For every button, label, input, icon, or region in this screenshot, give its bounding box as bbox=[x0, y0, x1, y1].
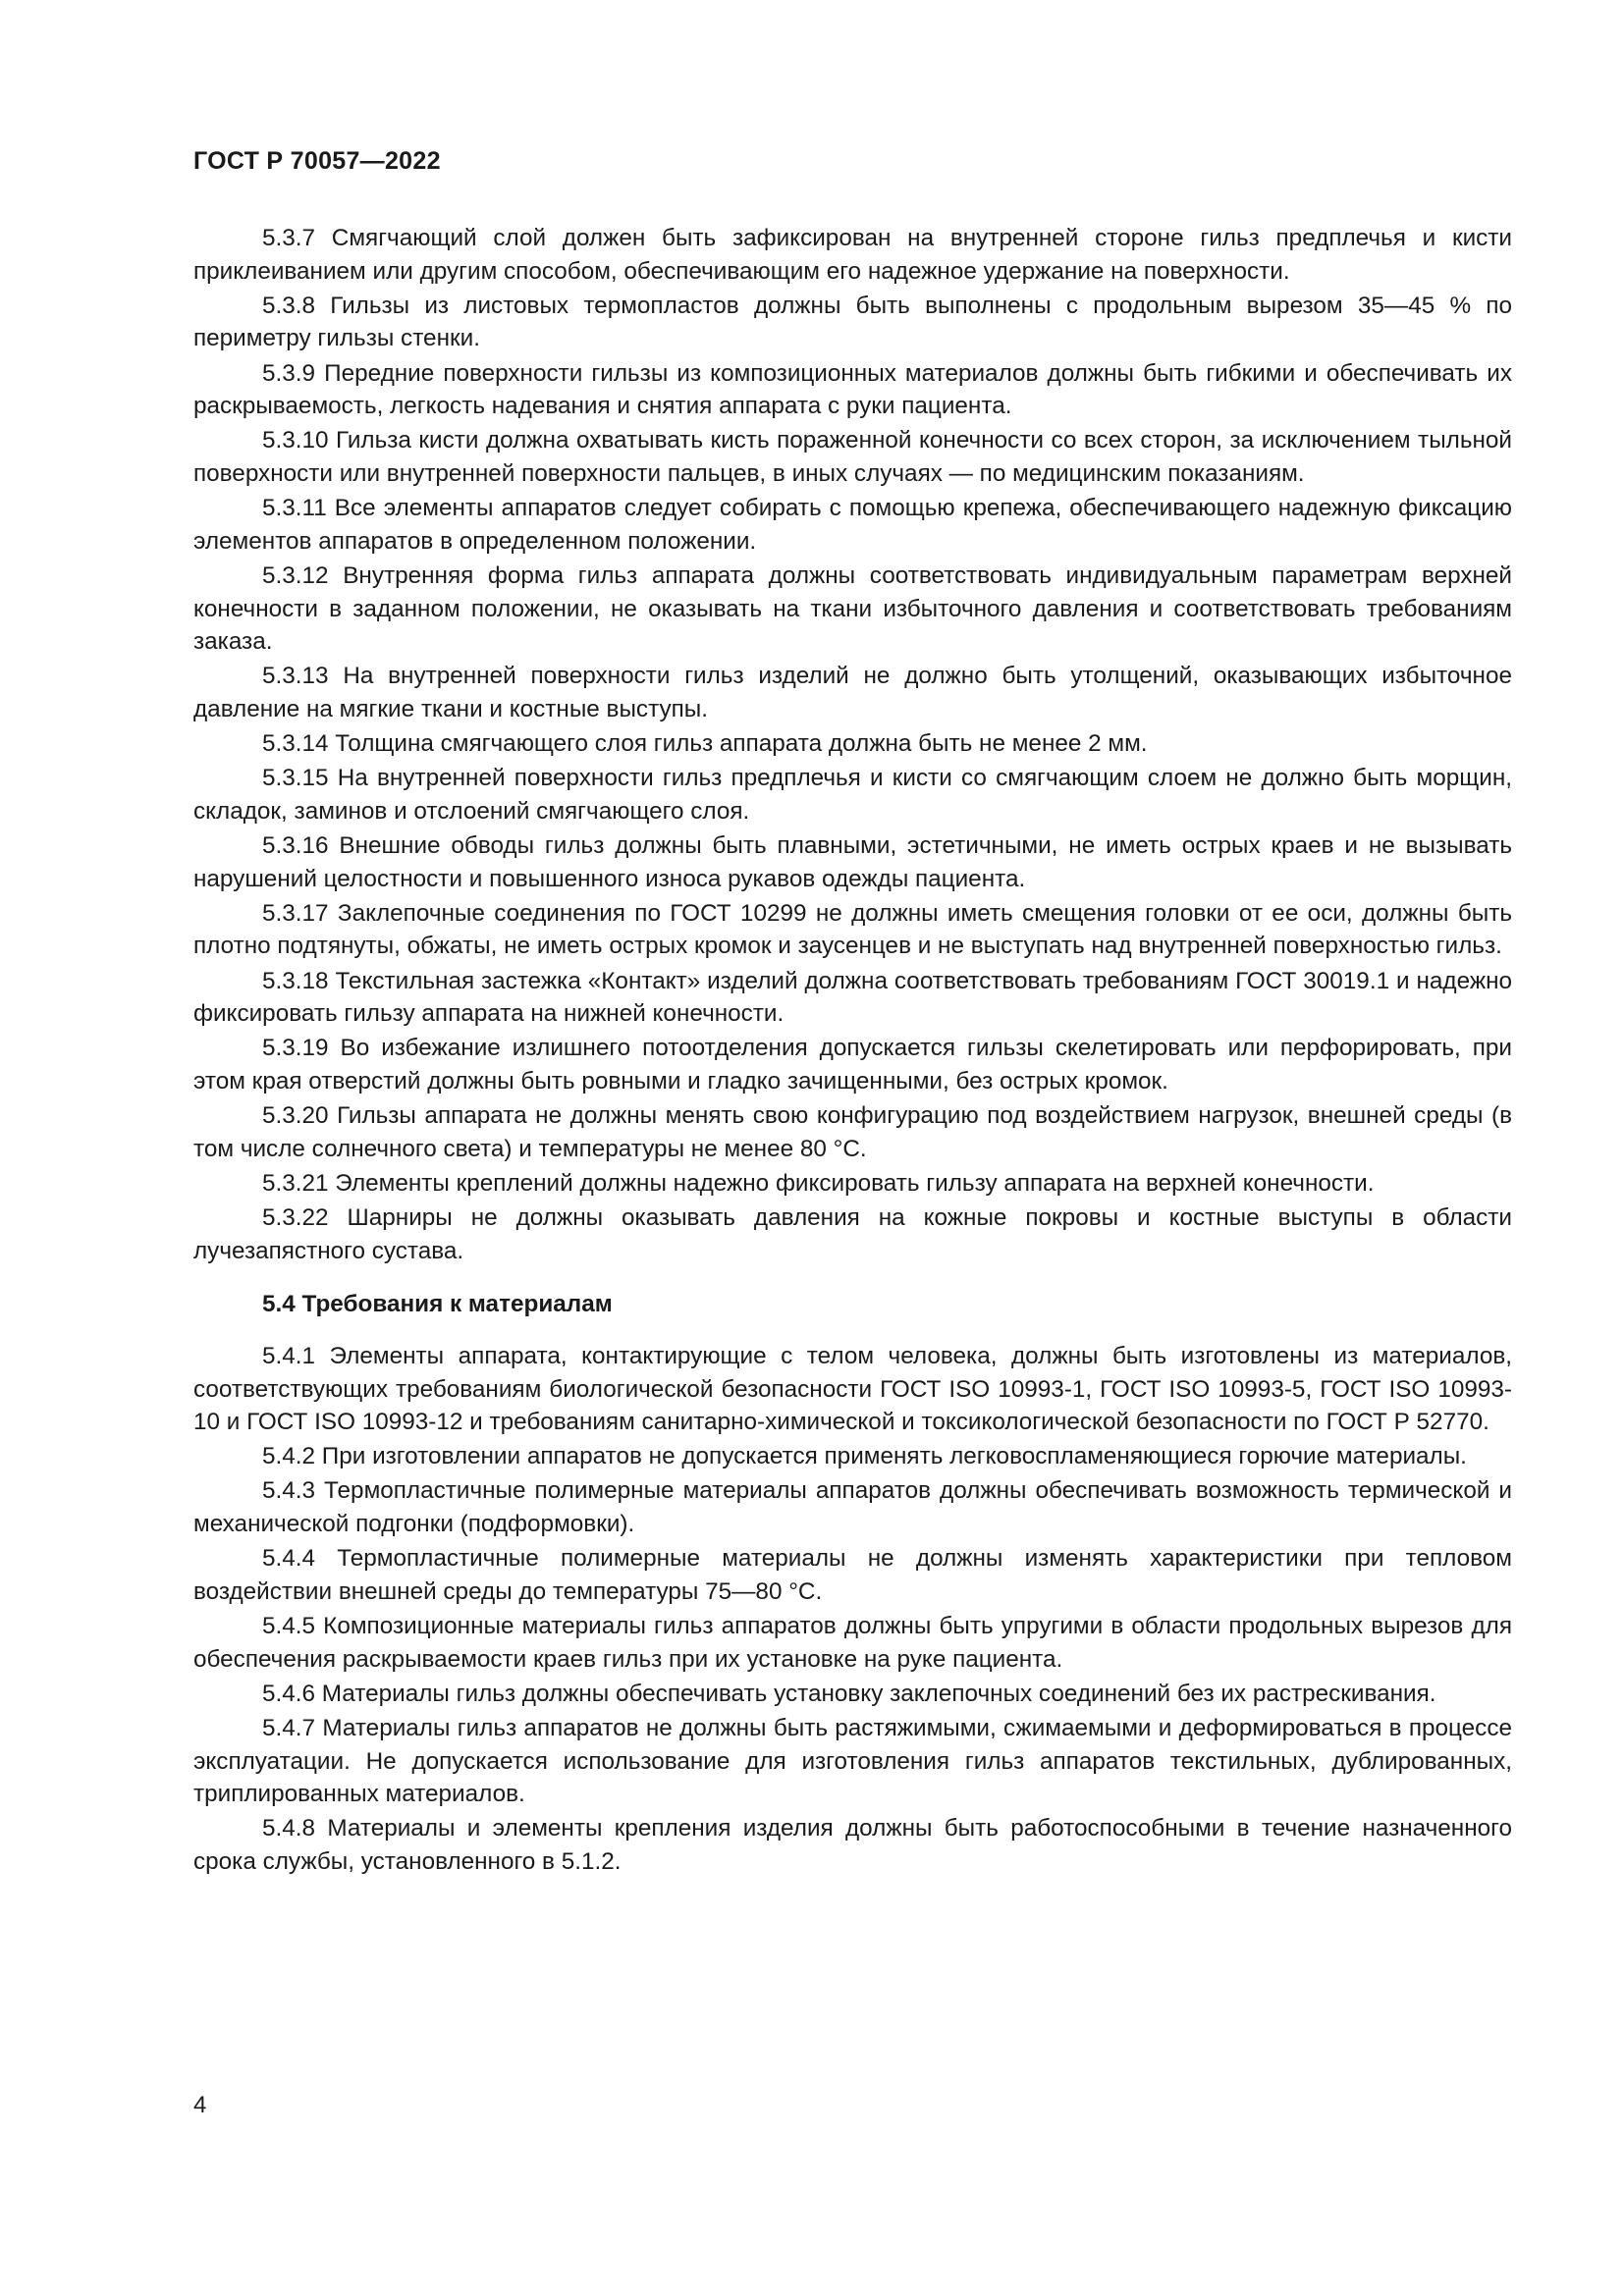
paragraph-5-3-14: 5.3.14 Толщина смягчающего слоя гильз аппарата должна быть не менее 2 мм. bbox=[262, 730, 1148, 758]
paragraph-5-3-7: 5.3.7 Смягчающий слой должен быть зафиксирован на внутренней стороне гильз предплечья и кисти приклеиванием или другим способом, обеспечивающим его надежное удержание на поверхности. bbox=[193, 225, 1512, 285]
paragraph-5-3-12: 5.3.12 Внутренняя форма гильз аппарата должны соответствовать индивидуальным параметрам верхней конечности в заданном положении, не оказывать на ткани избыточного давления и соответствовать требованиям заказа. bbox=[193, 561, 1512, 656]
page-number: 4 bbox=[193, 2092, 207, 2118]
paragraph-5-3-19: 5.3.19 Во избежание излишнего потоотделения допускается гильзы скелетировать или перфорировать, при этом края отверстий должны быть ровными и гладко зачищенными, без острых кромок. bbox=[193, 1035, 1512, 1095]
paragraph-5-4-2: 5.4.2 При изготовлении аппаратов не допускается применять легковоспламеняющиеся горючие материалы. bbox=[262, 1443, 1467, 1470]
paragraph-5-4-8: 5.4.8 Материалы и элементы крепления изделия должны быть работоспособными в течение назначенного срока службы, установленного в 5.1.2. bbox=[193, 1815, 1512, 1875]
paragraph-5-3-16: 5.3.16 Внешние обводы гильз должны быть плавными, эстетичными, не иметь острых краев и не вызывать нарушений целостности и повышенного износа рукавов одежды пациента. bbox=[193, 832, 1512, 892]
paragraph-5-4-6: 5.4.6 Материалы гильз должны обеспечивать установку заклепочных соединений без их растрескивания. bbox=[262, 1680, 1436, 1707]
document-header: ГОСТ Р 70057—2022 bbox=[193, 147, 441, 175]
paragraph-5-3-22: 5.3.22 Шарниры не должны оказывать давления на кожные покровы и костные выступы в области лучезапястного сустава. bbox=[193, 1204, 1512, 1264]
paragraph-5-3-13: 5.3.13 На внутренней поверхности гильз изделий не должно быть утолщений, оказывающих избыточное давление на мягкие ткани и костные выступы. bbox=[193, 663, 1512, 722]
section-title-5-4: 5.4 Требования к материалам bbox=[262, 1291, 613, 1318]
paragraph-5-3-11: 5.3.11 Все элементы аппаратов следует собирать с помощью крепежа, обеспечивающего надежную фиксацию элементов аппаратов в определенном положении. bbox=[193, 495, 1512, 555]
paragraph-5-4-3: 5.4.3 Термопластичные полимерные материалы аппаратов должны обеспечивать возможность термической и механической подгонки (подформовки). bbox=[193, 1477, 1512, 1538]
paragraph-5-3-15: 5.3.15 На внутренней поверхности гильз предплечья и кисти со смягчающим слоем не должно быть морщин, складок, заминов и отслоений смягчающего слоя. bbox=[193, 765, 1512, 825]
paragraph-5-4-1: 5.4.1 Элементы аппарата, контактирующие с телом человека, должны быть изготовлены из материалов, соответствующих требованиям биологической безопасности ГОСТ ISO 10993-1, ГОСТ ISO 10993-5, ГОСТ ISO 10993-10 и ГОСТ ISO 10993-12 и требованиям санитарно-химической и токсикологической безопасности по ГОСТ Р 52770. bbox=[193, 1342, 1512, 1436]
paragraph-5-4-7: 5.4.7 Материалы гильз аппаратов не должны быть растяжимыми, сжимаемыми и деформироваться в процессе эксплуатации. Не допускается использование для изготовления гильз аппаратов текстильных, дублированных, триплированных материалов. bbox=[193, 1715, 1512, 1808]
paragraph-5-3-9: 5.3.9 Передние поверхности гильзы из композиционных материалов должны быть гибкими и обеспечивать их раскрываемость, легкость надевания и снятия аппарата с руки пациента. bbox=[193, 359, 1512, 420]
paragraph-5-4-4: 5.4.4 Термопластичные полимерные материалы не должны изменять характеристики при тепловом воздействии внешней среды до температуры 75—80 °С. bbox=[193, 1545, 1512, 1605]
paragraph-5-3-18: 5.3.18 Текстильная застежка «Контакт» изделий должна соответствовать требованиям ГОСТ 30019.1 и надежно фиксировать гильзу аппарата на нижней конечности. bbox=[193, 967, 1512, 1028]
paragraph-5-3-8: 5.3.8 Гильзы из листовых термопластов должны быть выполнены с продольным вырезом 35—45 % по периметру гильзы стенки. bbox=[193, 292, 1512, 352]
paragraph-5-3-17: 5.3.17 Заклепочные соединения по ГОСТ 10299 не должны иметь смещения головки от ее оси, должны быть плотно подтянуты, обжаты, не иметь острых кромок и заусенцев и не выступать над внутренней поверхностью гильз. bbox=[193, 899, 1512, 960]
paragraph-5-3-20: 5.3.20 Гильзы аппарата не должны менять свою конфигурацию под воздействием нагрузок, внешней среды (в том числе солнечного света) и температуры не менее 80 °С. bbox=[193, 1102, 1512, 1162]
paragraph-5-4-5: 5.4.5 Композиционные материалы гильз аппаратов должны быть упругими в области продольных вырезов для обеспечения раскрываемости краев гильз при их установке на руке пациента. bbox=[193, 1613, 1512, 1673]
paragraph-5-3-21: 5.3.21 Элементы креплений должны надежно фиксировать гильзу аппарата на верхней конечности. bbox=[262, 1169, 1375, 1197]
paragraph-5-3-10: 5.3.10 Гильза кисти должна охватывать кисть пораженной конечности со всех сторон, за исключением тыльной поверхности или внутренней поверхности пальцев, в иных случаях — по медицинским показаниям. bbox=[193, 427, 1512, 487]
document-body bbox=[193, 222, 1512, 1880]
